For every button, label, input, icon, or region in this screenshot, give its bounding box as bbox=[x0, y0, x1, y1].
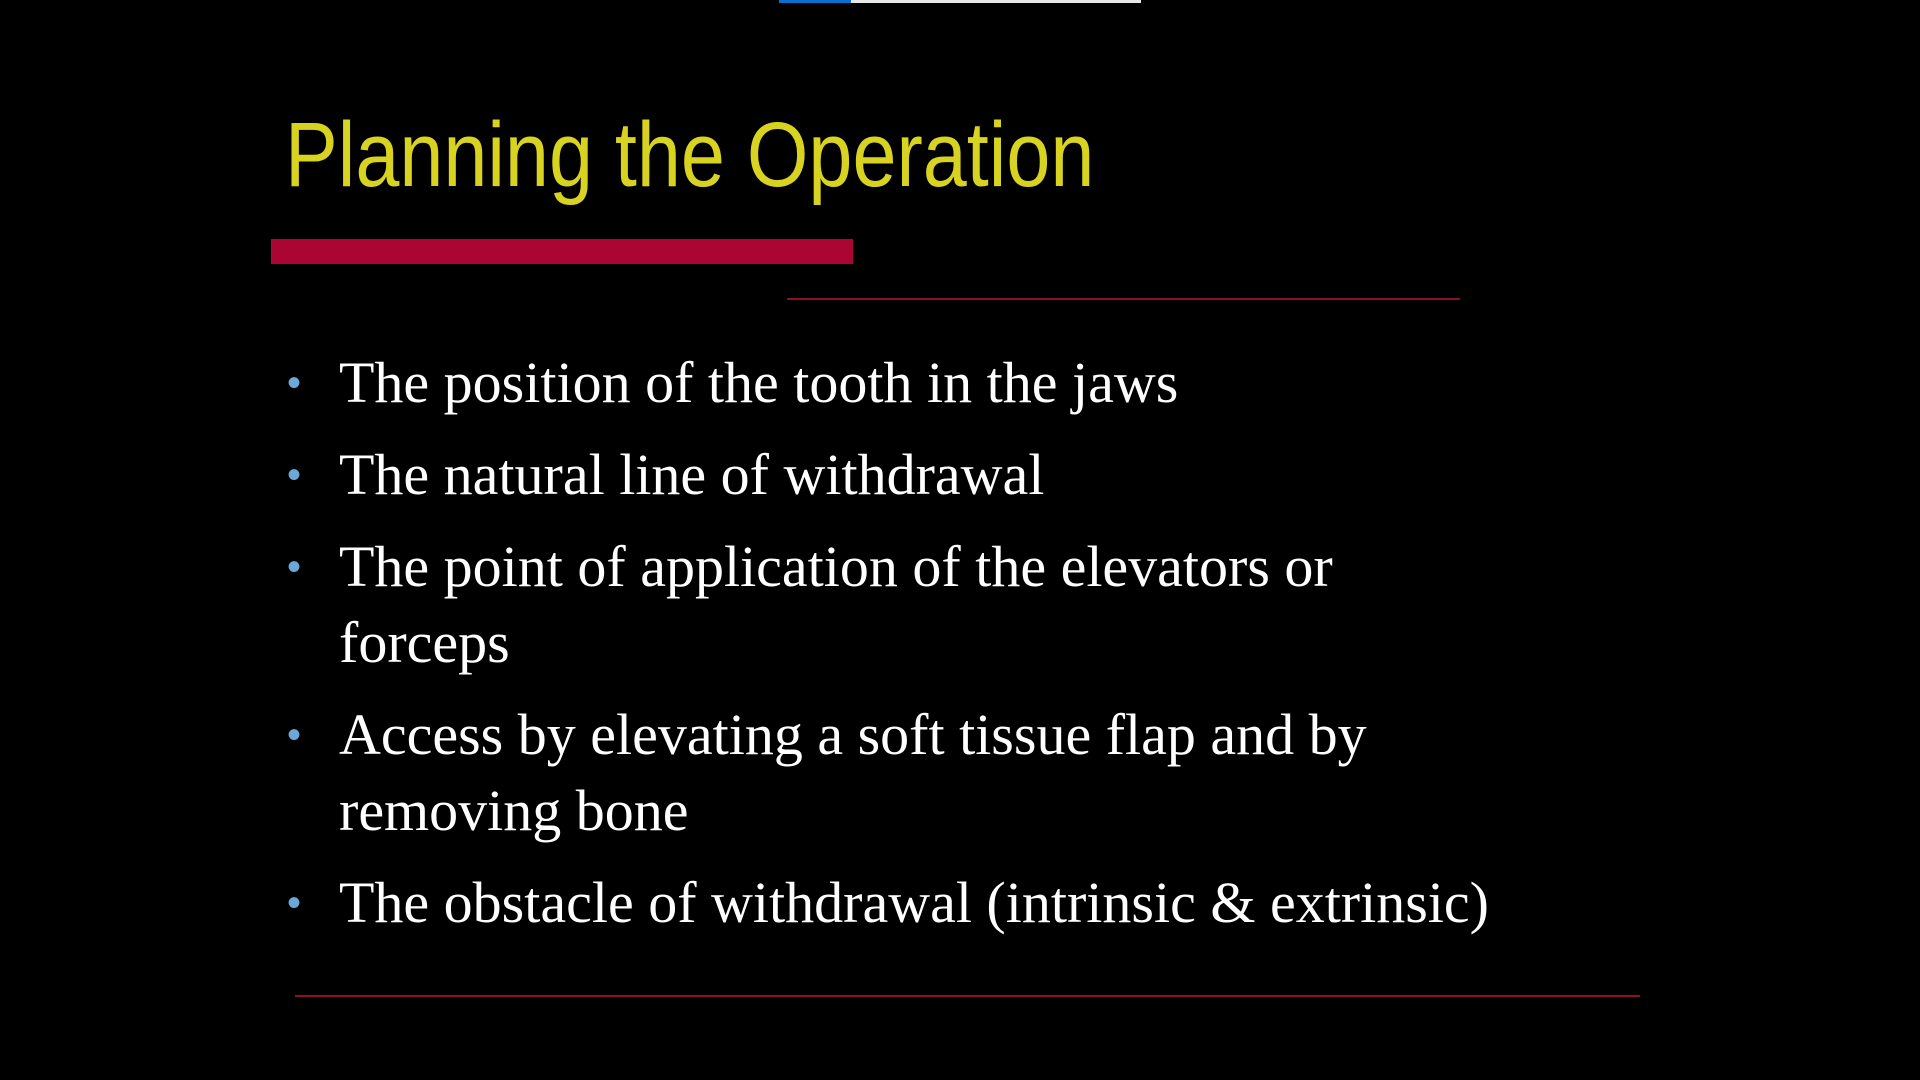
bullet-icon: • bbox=[287, 545, 302, 589]
bullet-item bbox=[280, 697, 1539, 849]
slide-title: Planning the Operation bbox=[285, 104, 1095, 206]
bullet-text: The position of the tooth in the jaws bbox=[339, 350, 1179, 415]
bullet-item bbox=[280, 865, 1680, 941]
divider-line-bottom bbox=[295, 995, 1640, 997]
bullet-item bbox=[280, 437, 1680, 513]
bullet-item bbox=[280, 345, 1680, 421]
bullet-item bbox=[280, 529, 1479, 681]
title-accent-bar bbox=[271, 239, 853, 264]
bullet-icon: • bbox=[287, 453, 302, 497]
bullet-text: The point of application of the elevators or forceps bbox=[339, 534, 1333, 675]
divider-line-top bbox=[787, 298, 1460, 300]
bullet-text: The obstacle of withdrawal (intrinsic & extrinsic) bbox=[339, 870, 1489, 935]
presentation-progress-bar bbox=[779, 0, 1141, 3]
bullet-icon: • bbox=[287, 361, 302, 405]
bullet-icon: • bbox=[287, 881, 302, 925]
bullet-icon: • bbox=[287, 713, 302, 757]
bullet-text: Access by elevating a soft tissue flap and by removing bone bbox=[339, 702, 1367, 843]
progress-fill bbox=[779, 0, 851, 3]
bullet-text: The natural line of withdrawal bbox=[339, 442, 1045, 507]
bullet-list bbox=[280, 345, 1680, 957]
